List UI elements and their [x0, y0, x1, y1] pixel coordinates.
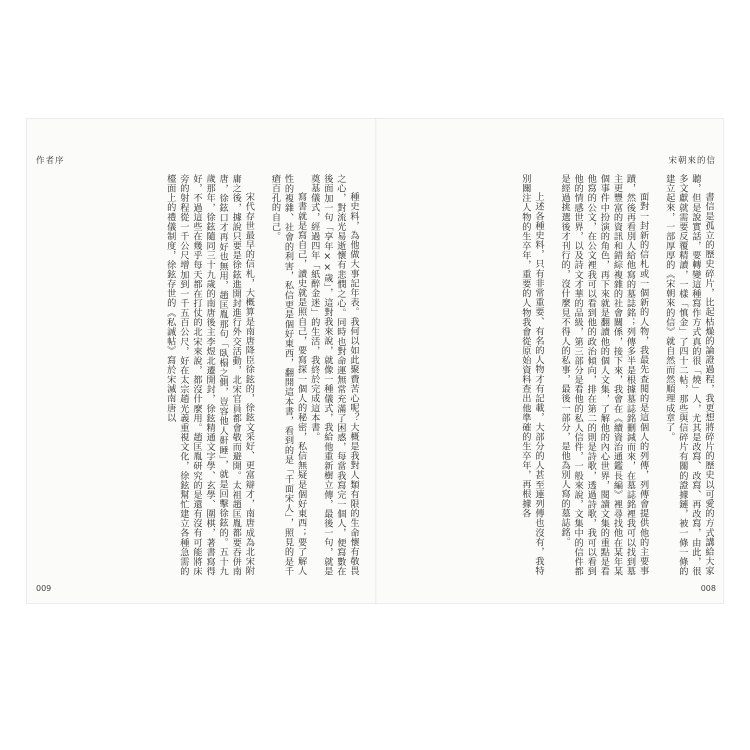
- left-body-text: [42, 174, 360, 576]
- left-page: [26, 118, 375, 604]
- left-running-head: 作者序: [36, 156, 65, 166]
- left-paragraph-2: 寫書就是寫自己，讀史就是照自己，要寫探一個人的秘密，私信無疑是個好東西；要了解人性的複雜、社會的利害，私信更是個好東西，翻開這本書，看到的是「千面宋人」，照見的是千瘡百孔的自己。: [269, 174, 307, 576]
- right-page: [377, 118, 726, 604]
- left-page-number: 009: [36, 584, 52, 593]
- right-paragraph-2: 面對一封新的信札或一個新的人物，我最先查閱的是這個人的列傳，列傳會提供他的主要事蹟，然後再看別人給他寫的墓誌銘；列傳多半是根據墓誌銘刪減而來，在墓誌銘裡我可以找到墓主更豐富的資訊和錯綜複雜的社會關係，接下來，我會在《續資治通鑑長編》裡尋找他在某年某個事件中扮演的角色，再下來就是翻讀他的個人文集，了解他的內心世界，閱讀文集的重點是看他寫的公文，在公文裡我可以看到他的政治傾向，排在第二的則是詩歌，透過詩歌，我可以看到他的情感世界，以及詩文才華的品級，第三部分是看他的私人信件，一般來說，文集中的信件都是經過挑選後才刊行的，沒什麼見不得人的私事，最後一部分，是他為別人寫的墓誌銘。: [559, 174, 649, 576]
- right-body-text: [389, 174, 715, 576]
- right-paragraph-1: 書信是孤立的歷史碎片，比起枯燥的論證過程，我更想將碎片的歷史以可愛的方式講給大家聽，但是說實話，要轉變這種寫作方式真的很「燒」人，尤其是改寫、改寫、再改寫，由此，很多文獻就需要反覆精讀，一樣「慎金」了四十二帖，那些與信碎片有關的證據鏈，被一條一條的建立起來，一部厚厚的《宋朝來的信》就自然而然順理成章了。: [663, 174, 714, 576]
- right-paragraph-3: 上述各種史料，只有非常重要、有名的人物才有記載，大部分的人甚至連列傳也沒有，我特別關注人物的生卒年，重要的人物我會從原始資料查出他準確的生卒年，再根據各: [519, 174, 544, 576]
- left-paragraph-3: 宋代存世最早的信札，大概算是南唐降臣徐鉉的，徐鉉文采好、更富辯才，南唐成為北宋附庸之後，據說只要是徐鉉進開封進行外交活動，北宋官員都會敬而避開。太祖趙匡胤都要吞併南唐，徐鉉口才再好也無用，趙匡胤那句「臥榻之側，豈容他人鼾睡」，就是回擊徐鉉的。五十九歲那年，徐鉉隨同三十九歲的南唐後主李煜北遷開封，徐鉉精通文字學、玄學、圍棋，著書寫得好，不過這些在幾乎每天都在打仗的北宋來說，都沒什麼用。趙匡胤研究的是還有沒有可能將床旁的射程從一千公尺增加到一千五百公尺，好在太宗趙光義重視文化，徐鉉幫忙建立各種急需的檯面上的禮儀制度，徐鉉存世的《私誠帖》寫於宋滅南唐以: [164, 174, 255, 576]
- right-page-number: 008: [700, 584, 716, 593]
- book-spread: [26, 118, 724, 604]
- left-paragraph-1: 種史料，為他做大事記年表。我何以如此聚費苦心呢？大概是我對人類有限的生命懷有敬畏之心，對流光易逝懷有悲憫之心。同時也對命運無常充滿了困惑，每當我寫完一個人，便寫數在後面加一句「享年××歲」，這對我來說，就像一種儀式，我給他重新樹立傳，最後一句，就是奠基儀式，經過四年「紙醉金迷」的生活，我終於完成這本書。: [308, 174, 359, 576]
- right-running-head: 宋朝來的信: [668, 156, 716, 166]
